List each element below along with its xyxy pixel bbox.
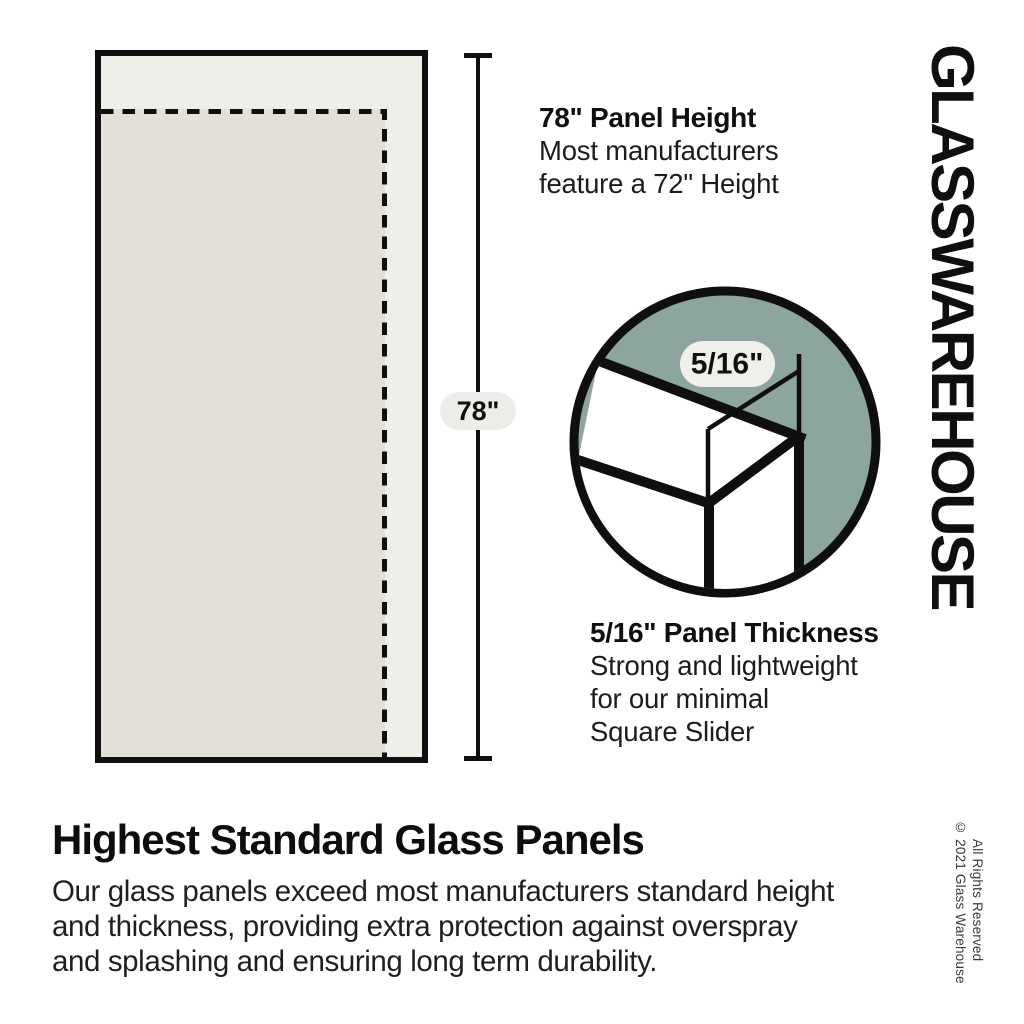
thickness-callout-line1: Strong and lightweight xyxy=(590,650,858,681)
height-label: 78" xyxy=(456,396,500,426)
height-callout-line1: Most manufacturers xyxy=(539,135,779,166)
footer-body xyxy=(52,874,834,979)
brand-logo-vertical: GLASSWAREHOUSE xyxy=(919,44,986,610)
footer-body-line1: Our glass panels exceed most manufacturers standard height xyxy=(52,875,834,908)
footer-body-line2: and thickness, providing extra protection against overspray xyxy=(52,910,798,943)
panel-corner-3d xyxy=(565,354,805,605)
height-callout-line2: feature a 72" Height xyxy=(539,168,779,199)
thickness-callout-title: 5/16" Panel Thickness xyxy=(590,617,879,648)
height-callout xyxy=(539,101,779,200)
thickness-callout xyxy=(590,616,879,748)
panel-height-diagram xyxy=(90,45,530,775)
footer-heading: Highest Standard Glass Panels xyxy=(52,816,644,863)
copyright-line1: © 2021 Glass Warehouse xyxy=(953,820,968,984)
thickness-callout-line3: Square Slider xyxy=(590,716,755,747)
panel-thickness-diagram xyxy=(565,283,887,605)
copyright-notice xyxy=(952,820,986,984)
thickness-callout-line2: for our minimal xyxy=(590,683,769,714)
height-callout-title: 78" Panel Height xyxy=(539,102,756,133)
panel-inner-72-fill xyxy=(101,109,385,757)
copyright-line2: All Rights Reserved xyxy=(970,838,985,962)
footer-body-line3: and splashing and ensuring long term durability. xyxy=(52,945,658,978)
thickness-label: 5/16" xyxy=(690,347,764,381)
